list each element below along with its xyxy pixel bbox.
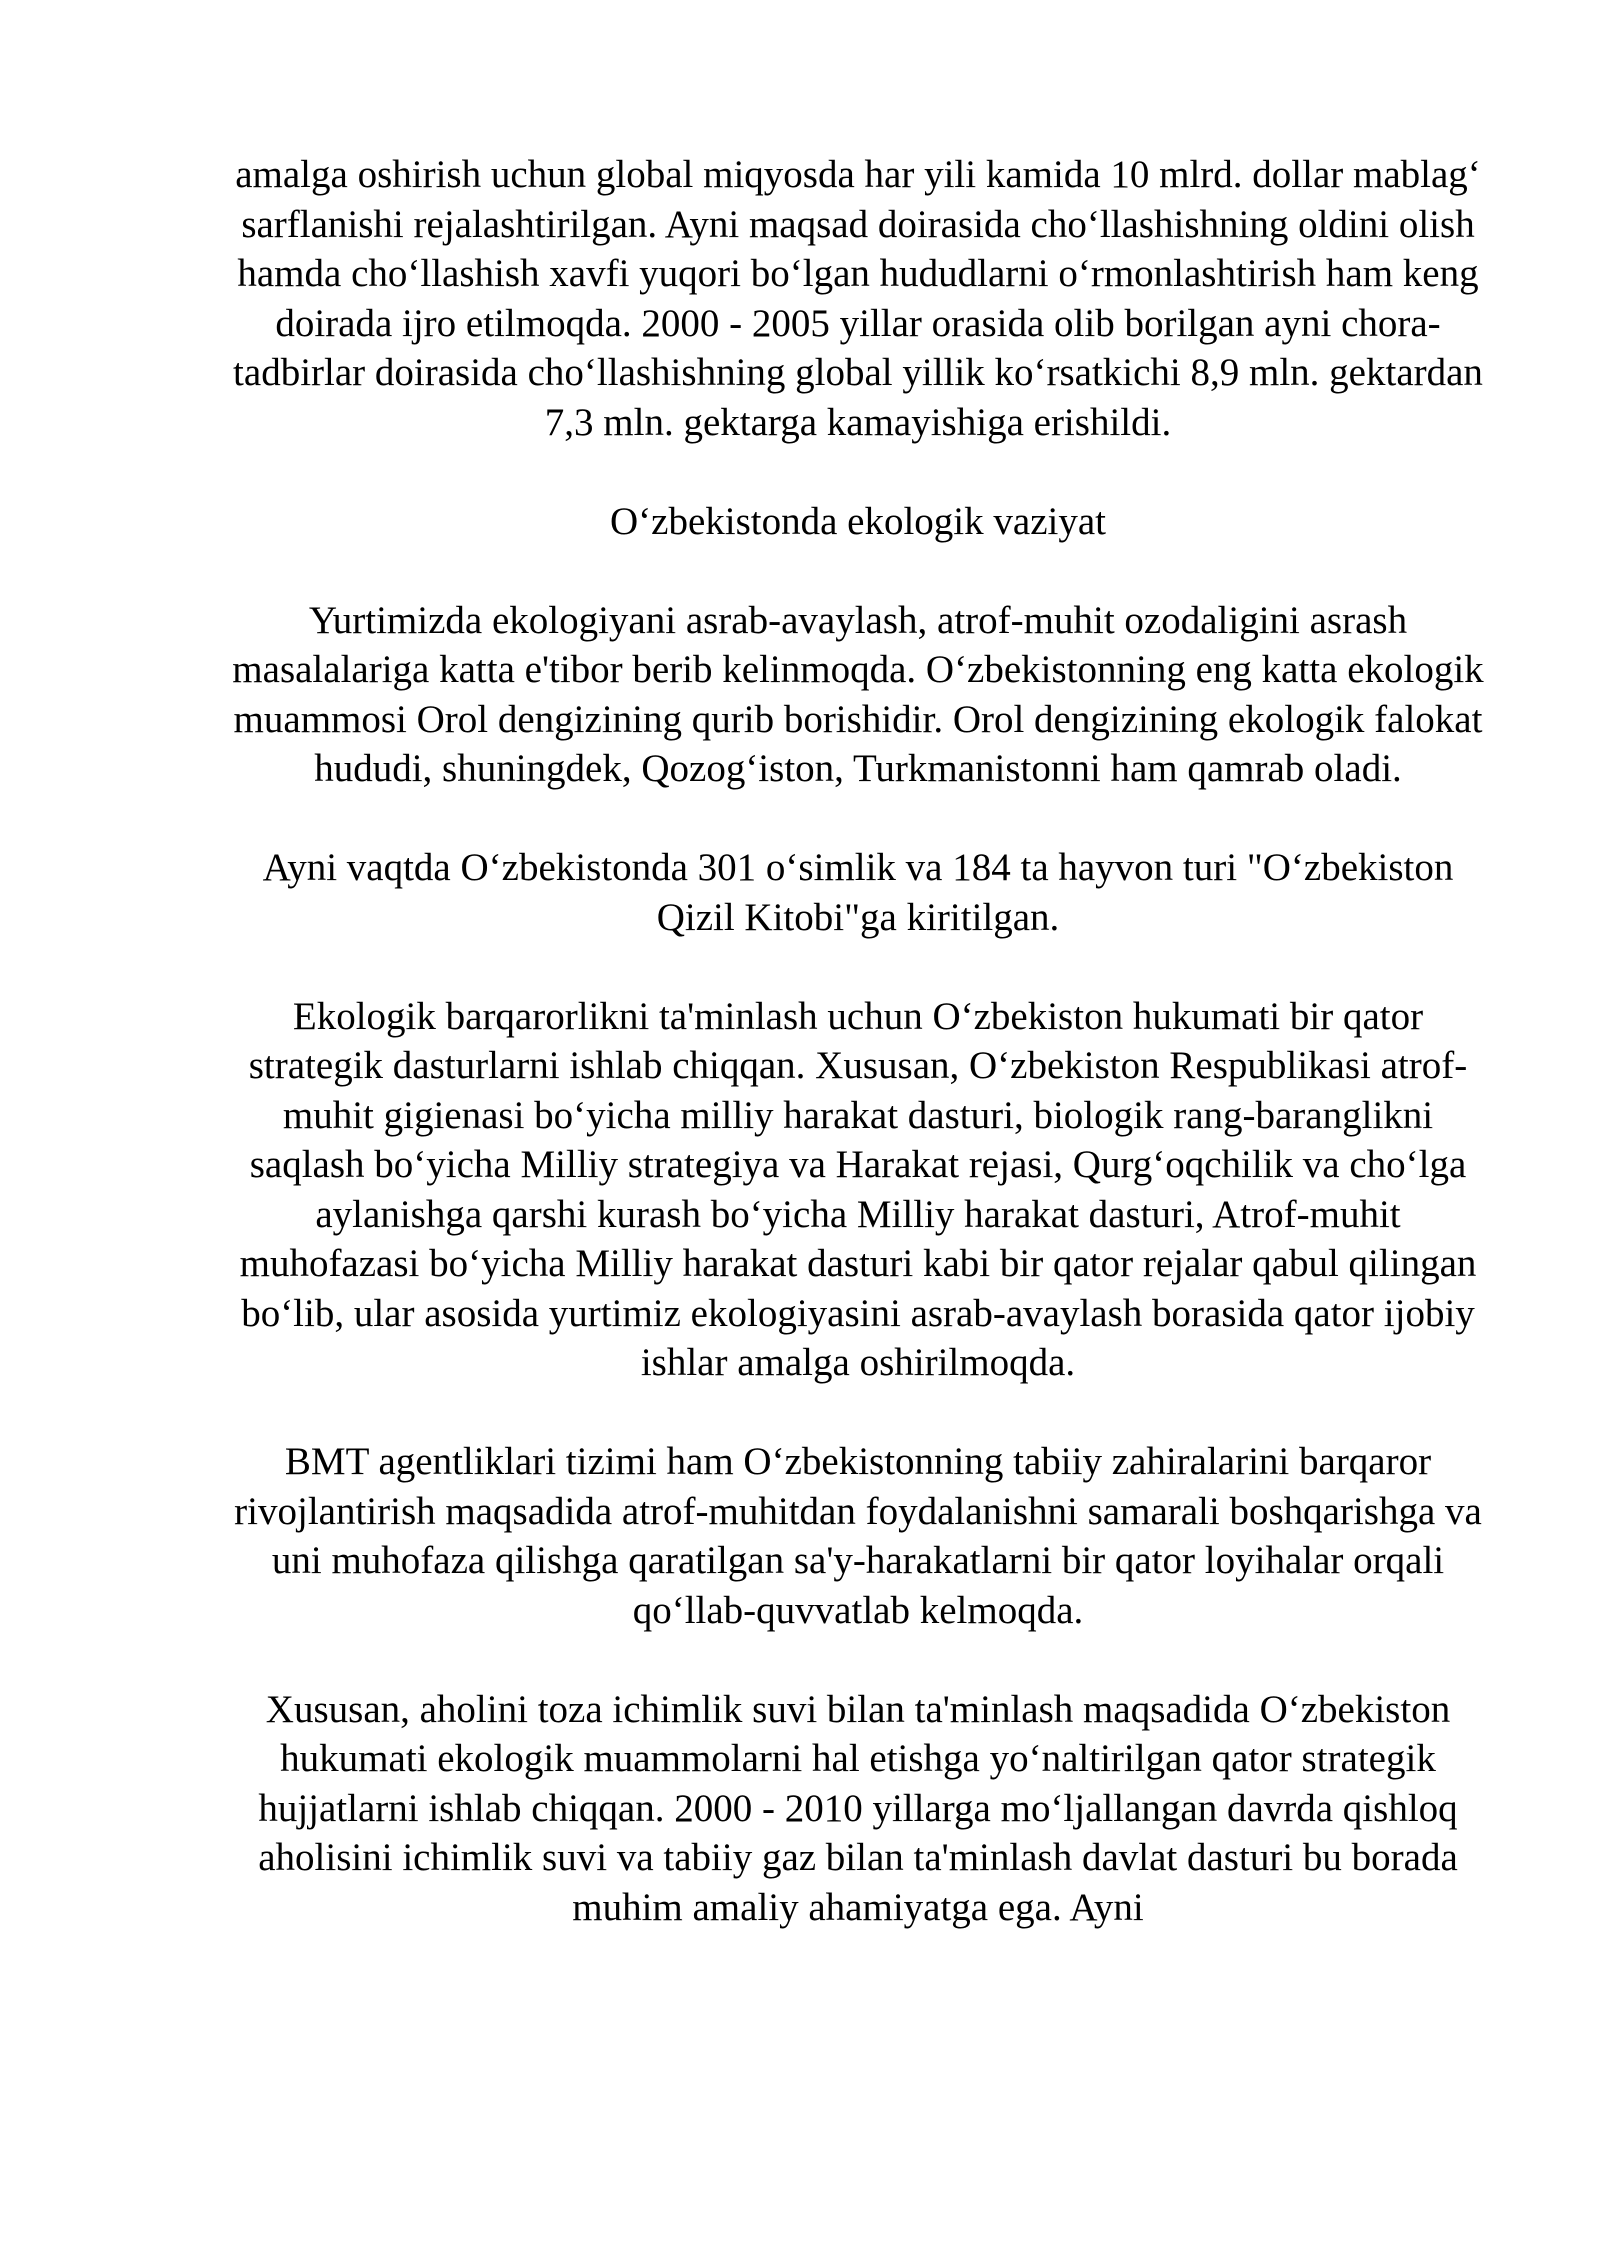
paragraph-intro: amalga oshirish uchun global miqyosda har yili kamida 10 mlrd. dollar mablag‘ sarflanishi rejalashtirilgan. Ayni maqsad doirasida cho‘llashishning oldini olish hamda cho‘llashish xavfi yuqori bo‘lgan hududlarni o‘rmonlashtirish ham keng doirada ijro etilmoqda. 2000 - 2005 yillar orasida olib borilgan ayni chora-tadbirlar doirasida cho‘llashishning global yillik ko‘rsatkichi 8,9 mln. gektardan 7,3 mln. gektarga kamayishiga erishildi. xyxy=(233,153,1483,444)
paragraph-drinking-water: Xususan, aholini toza ichimlik suvi bilan ta'minlash maqsadida O‘zbekiston hukumati ekologik muammolarni hal etishga yo‘naltirilgan qator strategik hujjatlarni ishlab chiqqan. 2000 - 2010 yillarga mo‘ljallangan davrda qishloq aholisini ichimlik suvi va tabiiy gaz bilan ta'minlash davlat dasturi bu borada muhim amaliy ahamiyatga ega. Ayni xyxy=(258,1687,1458,1929)
paragraph-programs: Ekologik barqarorlikni ta'minlash uchun O‘zbekiston hukumati bir qator strategik dasturlarni ishlab chiqqan. Xususan, O‘zbekiston Respublikasi atrof-muhit gigienasi bo‘yicha milliy harakat dasturi, biologik rang-baranglikni saqlash bo‘yicha Milliy strategiya va Harakat rejasi, Qurg‘oqchilik va cho‘lga aylanishga qarshi kurash bo‘yicha Milliy harakat dasturi, Atrof-muhit muhofazasi bo‘yicha Milliy harakat dasturi kabi bir qator rejalar qabul qilingan bo‘lib, ular asosida yurtimiz ekologiyasini asrab-avaylash borasida qator ijobiy ishlar amalga oshirilmoqda. xyxy=(239,994,1477,1384)
paragraph-red-book: Ayni vaqtda O‘zbekistonda 301 o‘simlik va 184 ta hayvon turi "O‘zbekiston Qizil Kitobi"ga kiritilgan. xyxy=(262,846,1454,939)
document-body xyxy=(228,150,1488,1932)
paragraph-ecology: Yurtimizda ekologiyani asrab-avaylash, atrof-muhit ozodaligini asrash masalalariga katta e'tibor berib kelinmoqda. O‘zbekistonning eng katta ekologik muammosi Orol dengizining qurib borishidir. Orol dengizining ekologik falokat hududi, shuningdek, Qozog‘iston, Turkmanistonni ham qamrab oladi. xyxy=(232,598,1484,790)
section-heading: O‘zbekistonda ekologik vaziyat xyxy=(609,499,1106,543)
paragraph-un-agencies: BMT agentliklari tizimi ham O‘zbekistonning tabiiy zahiralarini barqaror rivojlantirish maqsadida atrof-muhitdan foydalanishni samarali boshqarishga va uni muhofaza qilishga qaratilgan sa'y-harakatlarni bir qator loyihalar orqali qo‘llab-quvvatlab kelmoqda. xyxy=(234,1440,1482,1632)
